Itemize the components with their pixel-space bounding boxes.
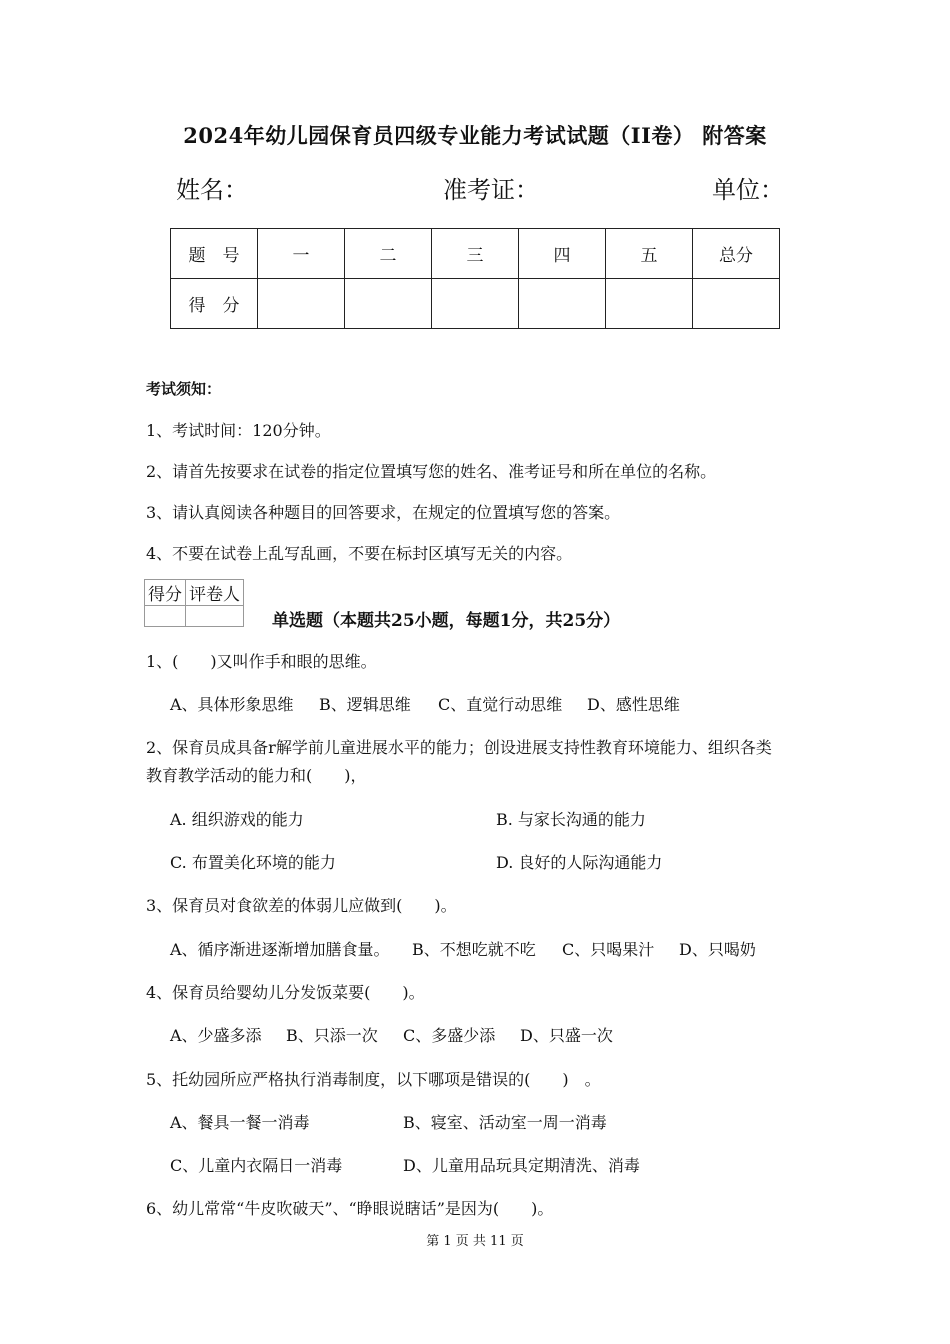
- grader-score-cell[interactable]: [145, 606, 186, 627]
- question-stem: 3、保育员对食欲差的体弱儿应做到( )。: [146, 896, 457, 915]
- score-table-header-cell: 二: [345, 229, 432, 279]
- option: A、少盛多添: [170, 1026, 262, 1045]
- section-title: 单选题（本题共25小题，每题1分，共25分）: [272, 611, 621, 631]
- score-cell[interactable]: [693, 279, 780, 329]
- question-stem: 1、( )又叫作手和眼的思维。: [146, 652, 377, 671]
- question-stem: 6、幼儿常常“牛皮吹破天”、“睁眼说瞎话”是因为( )。: [146, 1199, 554, 1218]
- option: D、儿童用品玩具定期清洗、消毒: [403, 1156, 640, 1175]
- question-stem: 5、托幼园所应严格执行消毒制度，以下哪项是错误的( ) 。: [146, 1070, 601, 1089]
- notice-item: 3、请认真阅读各种题目的回答要求，在规定的位置填写您的答案。: [146, 503, 621, 522]
- score-table-header-cell: 五: [606, 229, 693, 279]
- option: A、循序渐进逐渐增加膳食量。: [170, 940, 390, 959]
- score-table-header-cell: 三: [432, 229, 519, 279]
- notice-item: 2、请首先按要求在试卷的指定位置填写您的姓名、准考证号和所在单位的名称。: [146, 462, 717, 481]
- unit-label: 单位：: [712, 176, 784, 204]
- grader-score-label: 得分: [145, 580, 186, 606]
- option: B、逻辑思维: [319, 695, 411, 714]
- score-cell[interactable]: [606, 279, 693, 329]
- score-cell[interactable]: [258, 279, 345, 329]
- option: B、只添一次: [286, 1026, 378, 1045]
- option: B. 与家长沟通的能力: [496, 810, 646, 829]
- grader-box: [144, 579, 244, 627]
- score-table-score-row: [171, 279, 780, 329]
- option: D. 良好的人际沟通能力: [496, 853, 663, 872]
- grader-name-cell[interactable]: [186, 606, 244, 627]
- option: D、感性思维: [587, 695, 680, 714]
- option: C、多盛少添: [403, 1026, 496, 1045]
- score-table-header-cell: 总分: [693, 229, 780, 279]
- page-number: 第 1 页 共 11 页: [426, 1234, 524, 1249]
- exam-id-label: 准考证：: [443, 176, 539, 204]
- option: A、餐具一餐一消毒: [170, 1113, 310, 1132]
- notice-item: 1、考试时间：120分钟。: [146, 421, 331, 440]
- question-stem: 2、保育员成具备r解学前儿童进展水平的能力；创设进展支持性教育环境能力、组织各类: [146, 738, 772, 757]
- score-cell[interactable]: [432, 279, 519, 329]
- option: D、只盛一次: [520, 1026, 613, 1045]
- option: A. 组织游戏的能力: [170, 810, 304, 829]
- option: C、儿童内衣隔日一消毒: [170, 1156, 343, 1175]
- grader-name-label: 评卷人: [186, 580, 244, 606]
- question-stem: 4、保育员给婴幼儿分发饭菜要( )。: [146, 983, 425, 1002]
- option: C、直觉行动思维: [438, 695, 563, 714]
- option: C. 布置美化环境的能力: [170, 853, 336, 872]
- score-row-label: 得 分: [171, 279, 258, 329]
- option: A、具体形象思维: [170, 695, 294, 714]
- score-table-header-cell: 一: [258, 229, 345, 279]
- name-label: 姓名：: [176, 176, 248, 204]
- score-table-header-cell: 题 号: [171, 229, 258, 279]
- option: B、不想吃就不吃: [412, 940, 536, 959]
- score-table: [170, 228, 780, 329]
- score-cell[interactable]: [345, 279, 432, 329]
- notice-item: 4、不要在试卷上乱写乱画，不要在标封区填写无关的内容。: [146, 544, 573, 563]
- score-cell[interactable]: [519, 279, 606, 329]
- score-table-header-row: [171, 229, 780, 279]
- option: C、只喝果汁: [562, 940, 655, 959]
- question-stem-continued: 教育教学活动的能力和( )，: [146, 766, 367, 785]
- notice-heading: 考试须知：: [146, 380, 222, 398]
- option: D、只喝奶: [679, 940, 756, 959]
- option: B、寝室、活动室一周一消毒: [403, 1113, 607, 1132]
- page-title: 2024年幼儿园保育员四级专业能力考试试题（II卷） 附答案: [183, 123, 767, 148]
- score-table-header-cell: 四: [519, 229, 606, 279]
